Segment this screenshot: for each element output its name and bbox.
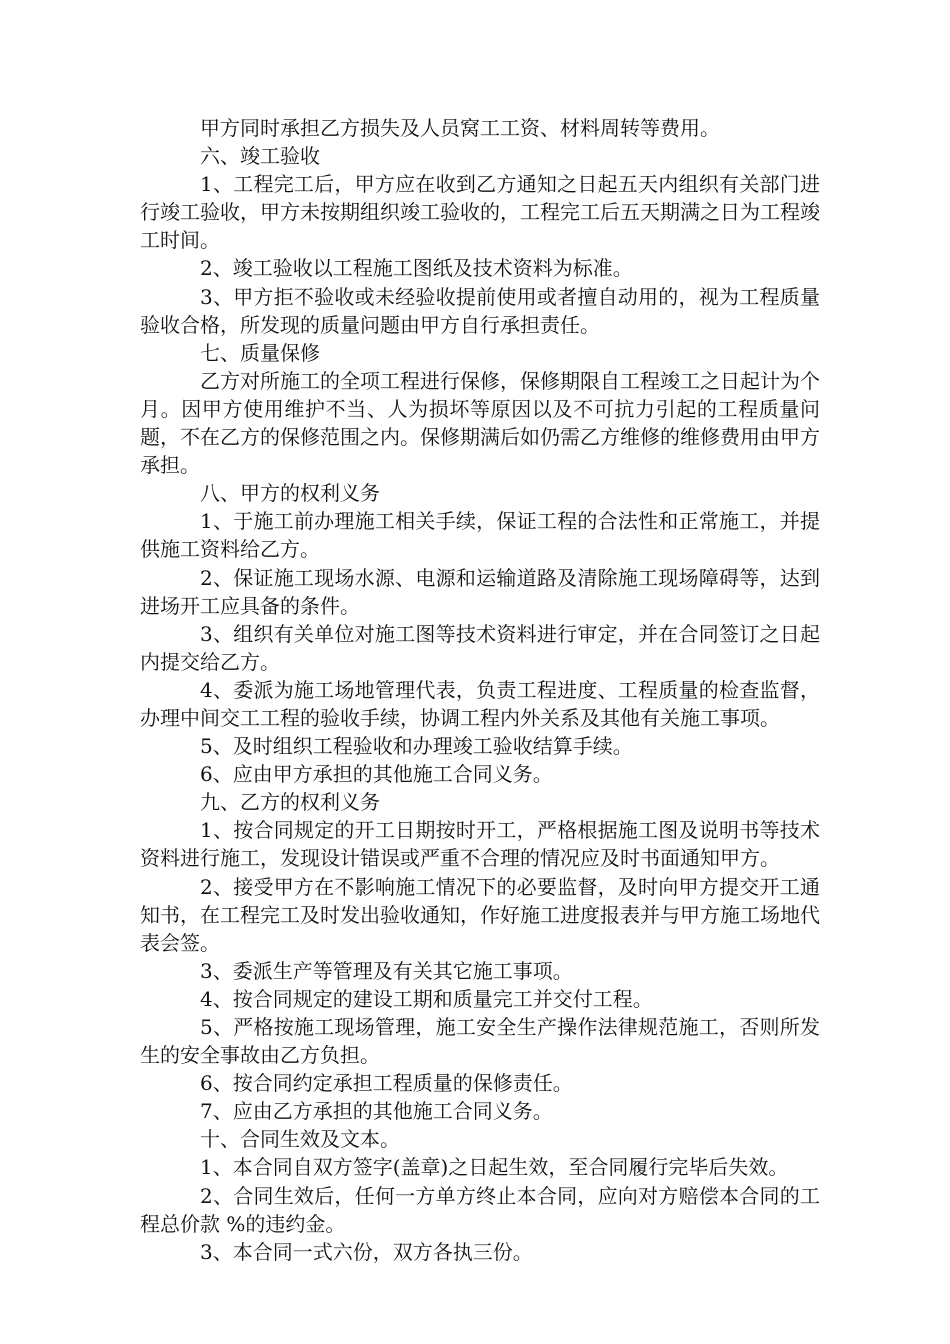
paragraph: 5、严格按施工现场管理，施工安全生产操作法律规范施工，否则所发生的安全事故由乙方负担。	[140, 1015, 820, 1068]
paragraph: 1、按合同规定的开工日期按时开工，严格根据施工图及说明书等技术资料进行施工，发现设计错误或严重不合理的情况应及时书面通知甲方。	[140, 818, 820, 871]
paragraph: 7、应由乙方承担的其他施工合同义务。	[200, 1099, 553, 1124]
paragraph: 2、保证施工现场水源、电源和运输道路及清除施工现场障碍等，达到进场开工应具备的条件。	[140, 565, 820, 618]
section-heading: 九、乙方的权利义务	[200, 790, 380, 815]
paragraph: 2、竣工验收以工程施工图纸及技术资料为标准。	[200, 256, 633, 281]
section-heading: 八、甲方的权利义务	[200, 481, 380, 506]
paragraph: 4、按合同规定的建设工期和质量完工并交付工程。	[200, 986, 653, 1011]
paragraph: 4、委派为施工场地管理代表，负责工程进度、工程质量的检查监督，办理中间交工工程的验收手续，协调工程内外关系及其他有关施工事项。	[140, 677, 820, 730]
paragraph: 3、甲方拒不验收或未经验收提前使用或者擅自动用的，视为工程质量验收合格，所发现的质量问题由甲方自行承担责任。	[140, 284, 820, 337]
section-heading: 六、竣工验收	[200, 144, 320, 169]
paragraph: 3、本合同一式六份，双方各执三份。	[200, 1239, 533, 1264]
document-body	[140, 114, 820, 1266]
paragraph: 6、应由甲方承担的其他施工合同义务。	[200, 762, 553, 787]
paragraph: 1、于施工前办理施工相关手续，保证工程的合法性和正常施工，并提供施工资料给乙方。	[140, 509, 820, 562]
paragraph: 1、工程完工后，甲方应在收到乙方通知之日起五天内组织有关部门进行竣工验收，甲方未按期组织竣工验收的，工程完工后五天期满之日为工程竣工时间。	[140, 172, 820, 253]
paragraph: 3、委派生产等管理及有关其它施工事项。	[200, 958, 573, 983]
section-heading: 七、质量保修	[200, 340, 320, 365]
paragraph: 5、及时组织工程验收和办理竣工验收结算手续。	[200, 734, 633, 759]
paragraph: 6、按合同约定承担工程质量的保修责任。	[200, 1071, 573, 1096]
paragraph: 1、本合同自双方签字(盖章)之日起生效，至合同履行完毕后失效。	[200, 1155, 789, 1180]
paragraph: 乙方对所施工的全项工程进行保修，保修期限自工程竣工之日起计为个月。因甲方使用维护不当、人为损坏等原因以及不可抗力引起的工程质量问题，不在乙方的保修范围之内。保修期满后如仍需乙方维修的维修费用由甲方承担。	[140, 368, 820, 478]
paragraph: 甲方同时承担乙方损失及人员窝工工资、材料周转等费用。	[200, 116, 720, 140]
paragraph: 2、合同生效后，任何一方单方终止本合同，应向对方赔偿本合同的工程总价款 %的违约金。	[140, 1183, 820, 1236]
section-heading: 十、合同生效及文本。	[200, 1127, 400, 1152]
paragraph: 3、组织有关单位对施工图等技术资料进行审定，并在合同签订之日起内提交给乙方。	[140, 621, 820, 674]
paragraph: 2、接受甲方在不影响施工情况下的必要监督，及时向甲方提交开工通知书，在工程完工及时发出验收通知，作好施工进度报表并与甲方施工场地代表会签。	[140, 874, 820, 955]
